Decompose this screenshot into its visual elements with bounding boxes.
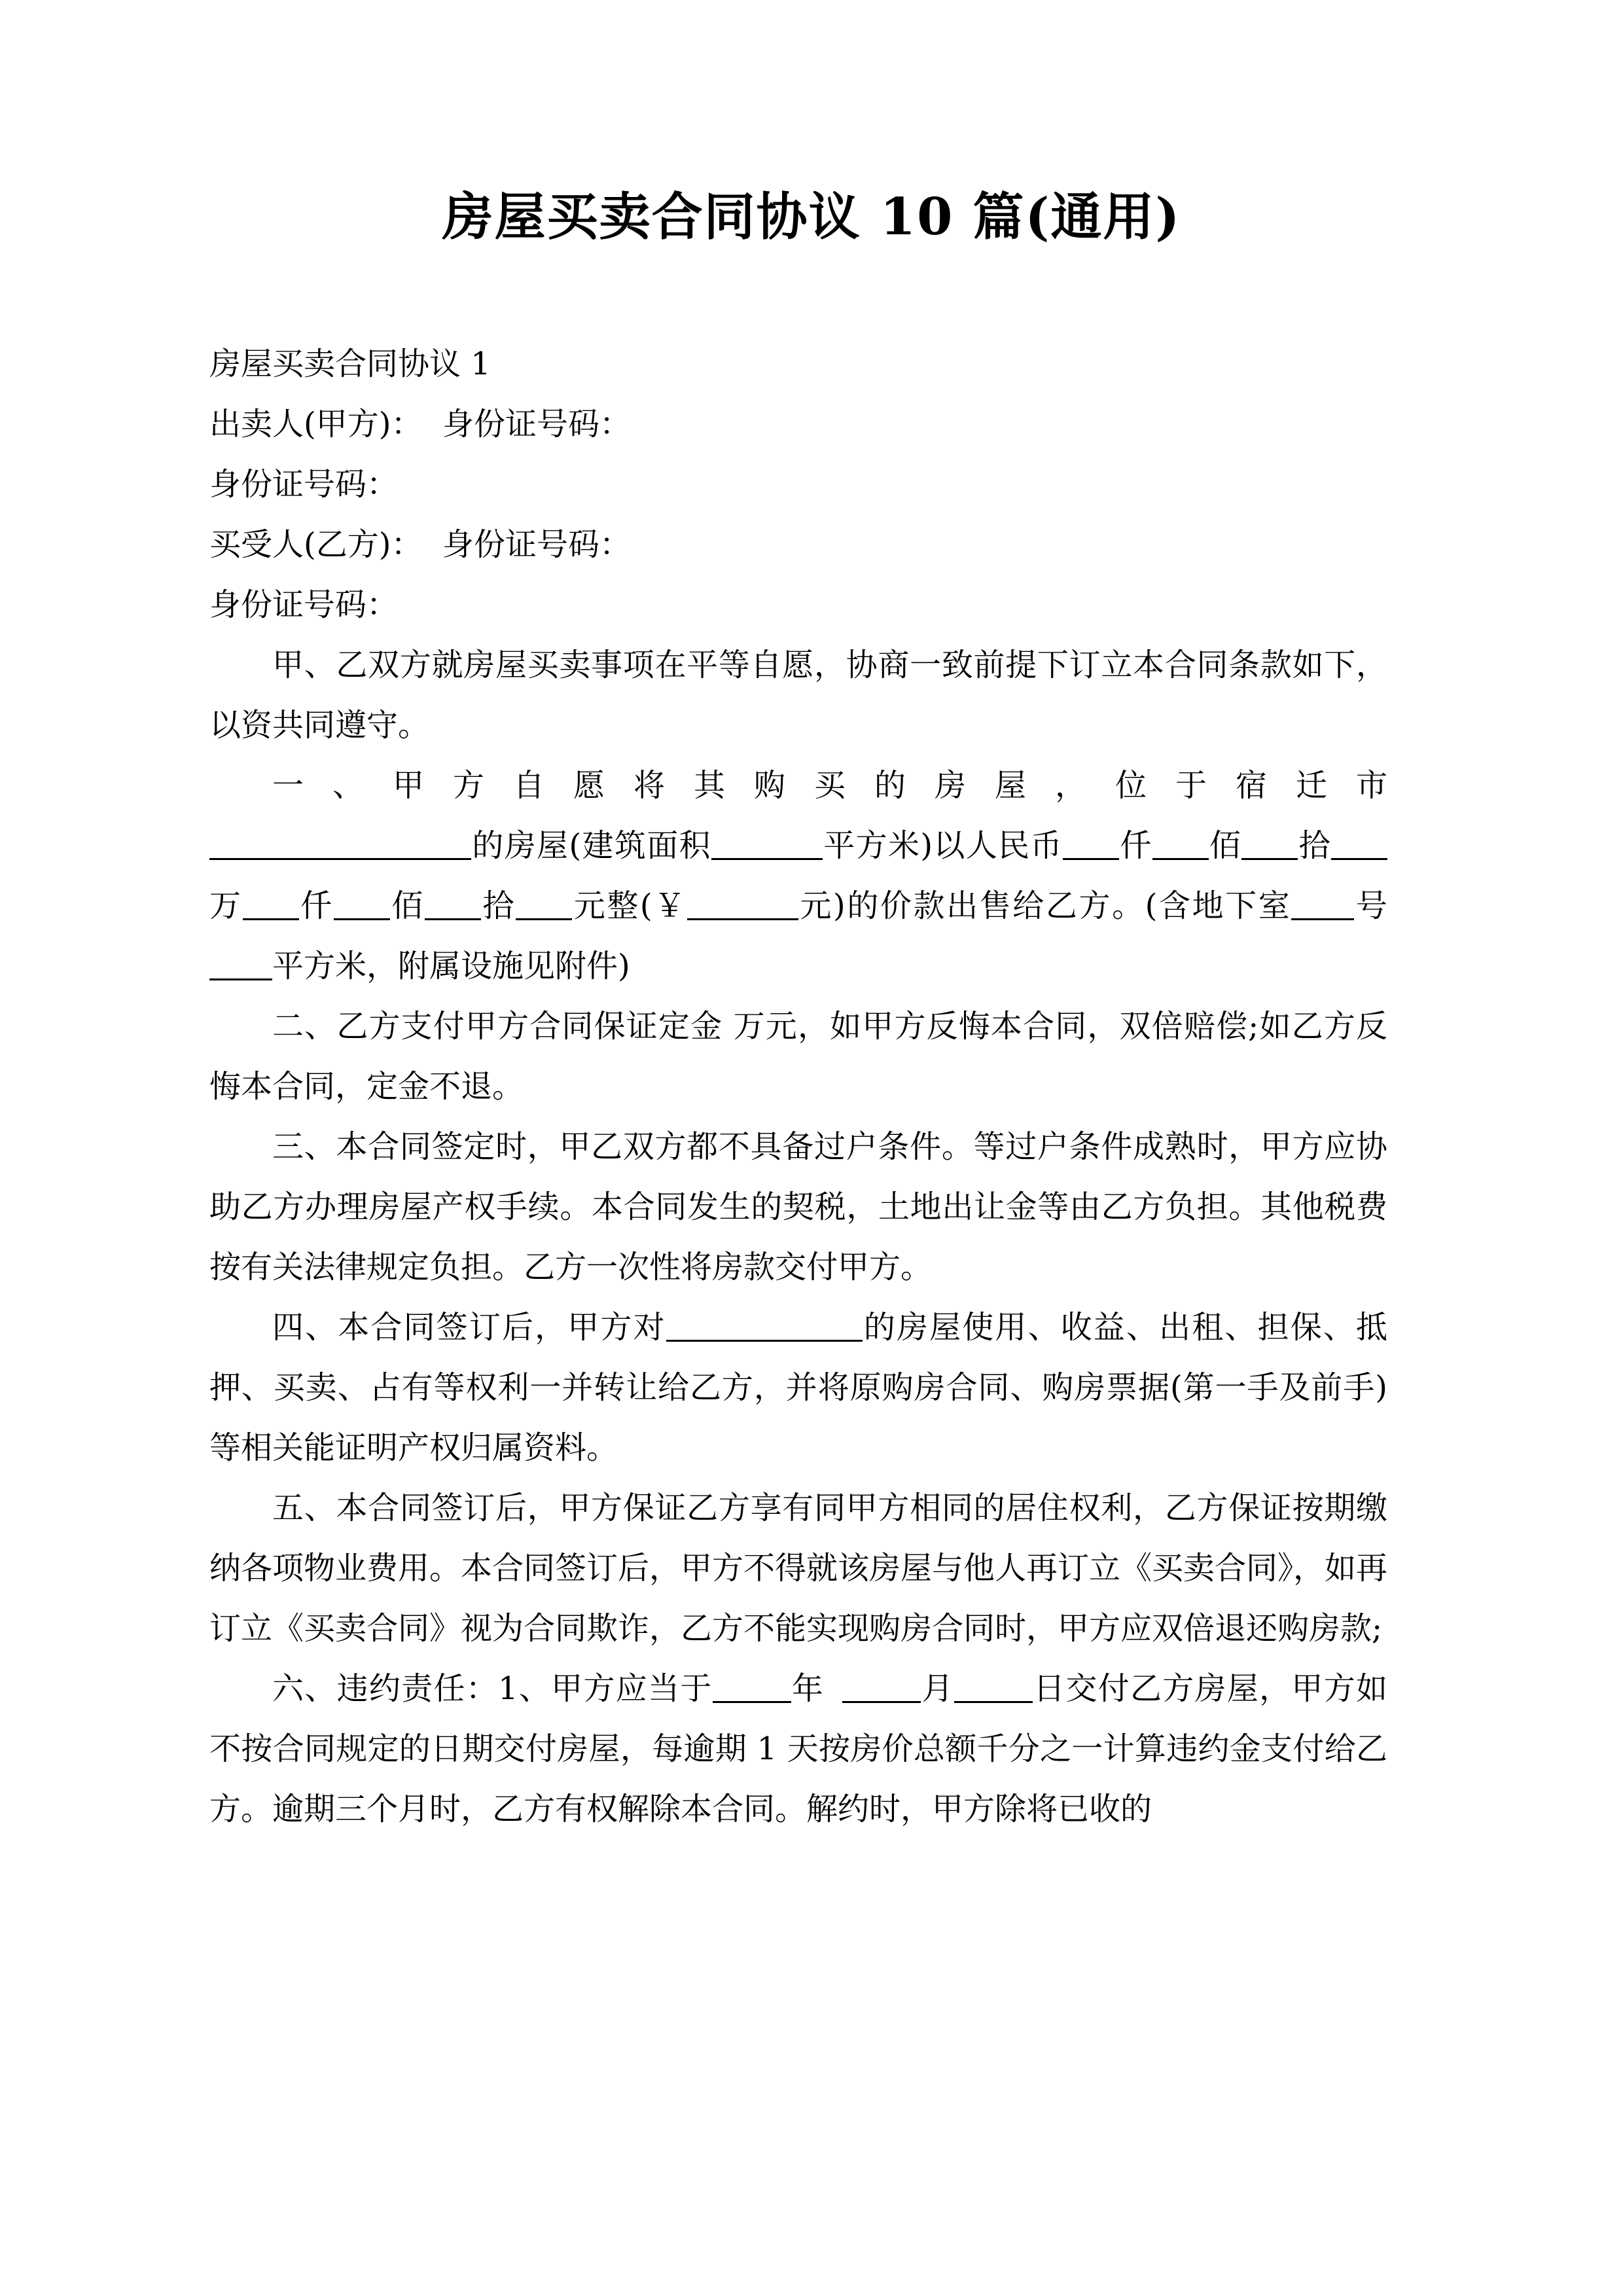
blank-delivery-day[interactable]: [954, 1668, 1033, 1703]
blank-clause-4-property[interactable]: [666, 1307, 863, 1342]
blank-amount-shi-1[interactable]: [1241, 825, 1298, 860]
clause-6-part-1: 六、违约责任：1、甲方应当于: [272, 1670, 713, 1707]
page-title: 房屋买卖合同协议 10 篇(通用): [442, 187, 1181, 247]
clause-1-body: [209, 816, 1387, 996]
blank-delivery-month[interactable]: [842, 1668, 921, 1703]
amount-unit-bai-1: 佰: [1208, 827, 1242, 864]
clause-1-after-blank-1: 的房屋(建筑面积: [471, 827, 711, 864]
amount-unit-qian-1: 仟: [1118, 827, 1152, 864]
document-body: [209, 334, 1387, 1839]
blank-property-address[interactable]: [209, 825, 471, 860]
blank-delivery-year[interactable]: [713, 1668, 791, 1703]
blank-amount-bai-2[interactable]: [334, 886, 390, 920]
blank-amount-bai-1[interactable]: [1152, 825, 1209, 860]
buyer-id-line: 身份证号码：: [209, 586, 399, 623]
blank-amount-wan[interactable]: [1331, 825, 1387, 860]
clause-2: 二、乙方支付甲方合同保证定金 万元，如甲方反悔本合同，双倍赔偿;如乙方反悔本合同，定金不退。: [209, 1008, 1387, 1105]
amount-unit-qian-2: 仟: [298, 888, 334, 924]
amount-tail-2: 元)的价款出售给乙方。(含地下室: [798, 888, 1292, 924]
clause-1-after-blank-2: 平方米)以人民币: [822, 827, 1063, 864]
blank-basement-area[interactable]: [209, 946, 272, 980]
seller-line: 出卖人(甲方)： 身份证号码：: [209, 406, 631, 442]
clause-6-part-4: 日交付乙方房屋，甲方如不按合同规定的日期交付房屋，每逾期 1 天按房价总额千分之一计算违约金支付给乙方。逾期三个月时，乙方有权解除本合同。解约时，甲方除将已收的: [209, 1670, 1387, 1827]
section-heading: 房屋买卖合同协议 1: [209, 346, 491, 382]
blank-amount-yuan[interactable]: [516, 886, 572, 920]
blank-amount-shi-2[interactable]: [425, 886, 481, 920]
blank-building-area[interactable]: [711, 825, 823, 860]
clause-6-part-2: 年: [791, 1670, 825, 1707]
blank-amount-qian-1[interactable]: [1063, 825, 1119, 860]
buyer-line: 买受人(乙方)： 身份证号码：: [209, 526, 631, 563]
clause-1-lead: 一、甲方自愿将其购买的房屋，位于宿迁市: [272, 767, 1387, 804]
amount-unit-shi-1: 拾: [1298, 827, 1331, 864]
clause-4-part-1: 四、本合同签订后，甲方对: [272, 1309, 666, 1346]
clause-6: [209, 1659, 1387, 1839]
amount-tail-1: 元整(￥: [572, 888, 687, 924]
clause-3: 三、本合同签定时，甲乙双方都不具备过户条件。等过户条件成熟时，甲方应协助乙方办理房屋产权手续。本合同发生的契税，土地出让金等由乙方负担。其他税费按有关法律规定负担。乙方一次性将房款交付甲方。: [209, 1128, 1387, 1285]
amount-unit-bai-2: 佰: [389, 888, 425, 924]
clause-6-part-3: 月: [921, 1670, 954, 1707]
clause-4-part-2: 的房屋使用、收益、出租、担保、抵押、买卖、占有等权利一并转让给乙方，并将原购房合同、购房票据(第一手及前手)等相关能证明产权归属资料。: [209, 1309, 1387, 1466]
clause-4: [209, 1297, 1387, 1478]
clause-5: 五、本合同签订后，甲方保证乙方享有同甲方相同的居住权利，乙方保证按期缴纳各项物业费用。本合同签订后，甲方不得就该房屋与他人再订立《买卖合同》，如再订立《买卖合同》视为合同欺诈，乙方不能实现购房合同时，甲方应双倍退还购房款;: [209, 1490, 1388, 1647]
seller-id-line: 身份证号码：: [209, 466, 399, 503]
blank-amount-qian-2[interactable]: [243, 886, 299, 920]
amount-unit-shi-2: 拾: [480, 888, 516, 924]
amount-tail-4: 平方米，附属设施见附件): [272, 948, 630, 984]
amount-tail-3: 号: [1354, 888, 1387, 924]
amount-unit-wan: 万: [209, 888, 243, 924]
preamble-paragraph: 甲、乙双方就房屋买卖事项在平等自愿，协商一致前提下订立本合同条款如下，以资共同遵守。: [209, 647, 1387, 744]
blank-basement-number[interactable]: [1291, 886, 1354, 920]
blank-amount-numeric[interactable]: [687, 886, 798, 920]
